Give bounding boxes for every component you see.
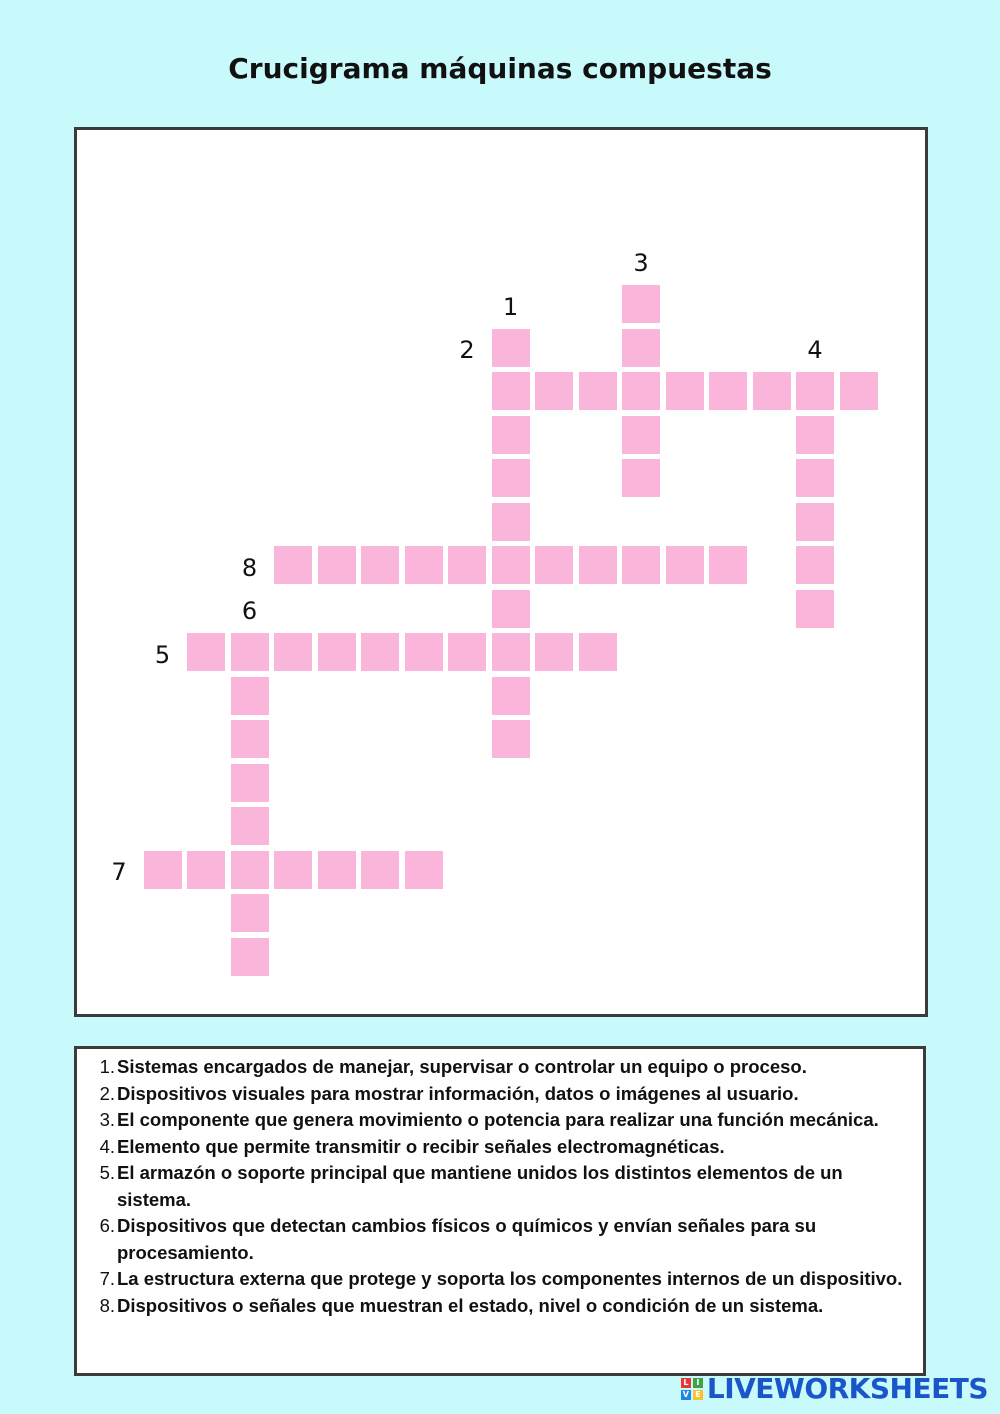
clues-list [77, 1049, 923, 1319]
crossword-cell[interactable] [318, 633, 356, 671]
crossword-cell[interactable] [666, 546, 704, 584]
crossword-cell[interactable] [492, 546, 530, 584]
clue-item-number: 2. [99, 1082, 115, 1104]
crossword-cell[interactable] [274, 633, 312, 671]
clue-item [99, 1160, 903, 1213]
crossword-cell[interactable] [796, 590, 834, 628]
clue-item [99, 1081, 903, 1108]
crossword-cell[interactable] [405, 546, 443, 584]
crossword-cell[interactable] [492, 633, 530, 671]
clue-number-label: 8 [241, 553, 258, 582]
clues-panel [74, 1046, 926, 1376]
clue-item-number: 8. [99, 1294, 115, 1316]
crossword-cell[interactable] [361, 851, 399, 889]
clue-number-label: 3 [633, 249, 649, 277]
crossword-cell[interactable] [187, 851, 225, 889]
crossword-cell[interactable] [231, 851, 269, 889]
clue-item-text: Dispositivos que detectan cambios físicos o químicos y envían señales para su procesamiento. [117, 1215, 817, 1263]
crossword-cell[interactable] [492, 720, 530, 758]
clue-number-label: 1 [502, 292, 519, 321]
clue-item-number: 6. [99, 1215, 115, 1236]
page-title: Crucigrama máquinas compuestas [228, 52, 772, 85]
clue-item-text: Sistemas encargados de manejar, supervisar o controlar un equipo o proceso. [117, 1056, 807, 1077]
brand-logo-letter: L [681, 1378, 691, 1388]
crossword-cell[interactable] [622, 546, 660, 584]
clue-item-text: Dispositivos o señales que muestran el estado, nivel o condición de un sistema. [117, 1294, 824, 1316]
crossword-cell[interactable] [405, 633, 443, 671]
crossword-cell[interactable] [274, 546, 312, 584]
crossword-cell[interactable] [231, 720, 269, 758]
clue-item-number: 4. [99, 1135, 115, 1157]
clue-item-number: 1. [99, 1056, 115, 1077]
clue-item [99, 1054, 903, 1081]
crossword-cell[interactable] [666, 372, 704, 410]
clue-number-label: 6 [241, 597, 258, 625]
clue-number-label: 2 [459, 336, 475, 364]
crossword-cell[interactable] [579, 546, 617, 584]
crossword-cell[interactable] [231, 633, 269, 671]
crossword-cell[interactable] [144, 851, 182, 889]
crossword-cell[interactable] [709, 372, 747, 410]
crossword-cell[interactable] [796, 546, 834, 584]
clue-item-text: El componente que genera movimiento o potencia para realizar una función mecánica. [117, 1109, 879, 1130]
crossword-cell[interactable] [492, 372, 530, 410]
brand-text: LIVEWORKSHEETS [706, 1372, 988, 1405]
crossword-cell[interactable] [492, 416, 530, 454]
crossword-cell[interactable] [535, 546, 573, 584]
crossword-cell[interactable] [187, 633, 225, 671]
brand-logo-letter: V [682, 1390, 689, 1399]
crossword-cell[interactable] [318, 546, 356, 584]
crossword-cell[interactable] [579, 372, 617, 410]
clue-item [99, 1107, 903, 1134]
crossword-cell[interactable] [579, 633, 617, 671]
clue-item-number: 5. [99, 1162, 115, 1183]
crossword-cell[interactable] [796, 372, 834, 410]
crossword-cell[interactable] [448, 546, 486, 584]
crossword-cell[interactable] [231, 764, 269, 802]
crossword-cell[interactable] [231, 807, 269, 845]
crossword-cell[interactable] [622, 285, 660, 323]
clue-item-text: El armazón o soporte principal que mantiene unidos los distintos elementos de un sistema. [117, 1162, 843, 1210]
brand [681, 1372, 988, 1405]
clue-number-label: 5 [154, 640, 171, 669]
crossword-cell[interactable] [753, 372, 791, 410]
clue-item-number: 3. [99, 1109, 115, 1130]
crossword-cell[interactable] [622, 416, 660, 454]
clue-number-label: 4 [807, 336, 823, 364]
brand-logo-icon [681, 1378, 703, 1400]
crossword-cell[interactable] [361, 546, 399, 584]
clue-item-text: Elemento que permite transmitir o recibir señales electromagnéticas. [117, 1135, 725, 1157]
crossword-cell[interactable] [709, 546, 747, 584]
clue-item [99, 1134, 903, 1161]
crossword-cell[interactable] [361, 633, 399, 671]
crossword-cell[interactable] [274, 851, 312, 889]
crossword-cell[interactable] [492, 459, 530, 497]
crossword-cell[interactable] [448, 633, 486, 671]
crossword-cell[interactable] [535, 372, 573, 410]
crossword-cell[interactable] [622, 372, 660, 410]
clue-item [99, 1213, 903, 1266]
clue-number-label: 7 [111, 858, 127, 886]
crossword-cell[interactable] [492, 503, 530, 541]
clue-item-text: Dispositivos visuales para mostrar información, datos o imágenes al usuario. [117, 1082, 799, 1104]
crossword-cell[interactable] [492, 677, 530, 715]
crossword-cell[interactable] [231, 938, 269, 976]
crossword-cell[interactable] [622, 459, 660, 497]
crossword-cell[interactable] [840, 372, 878, 410]
crossword-cell[interactable] [231, 677, 269, 715]
brand-logo-letter: I [693, 1378, 703, 1388]
clue-item [99, 1266, 903, 1293]
crossword-cell[interactable] [231, 894, 269, 932]
crossword-cell[interactable] [796, 503, 834, 541]
crossword-cell[interactable] [622, 329, 660, 367]
crossword-cell[interactable] [535, 633, 573, 671]
clue-item-text: La estructura externa que protege y soporta los componentes internos de un dispositivo. [117, 1268, 903, 1289]
crossword-cell[interactable] [796, 459, 834, 497]
brand-logo-letter: E [693, 1390, 703, 1400]
crossword-cell[interactable] [492, 590, 530, 628]
crossword-cell[interactable] [796, 416, 834, 454]
clue-item-number: 7. [99, 1268, 115, 1289]
clue-item [99, 1293, 903, 1320]
crossword-cell[interactable] [492, 329, 530, 367]
crossword-cell[interactable] [405, 851, 443, 889]
crossword-cell[interactable] [318, 851, 356, 889]
